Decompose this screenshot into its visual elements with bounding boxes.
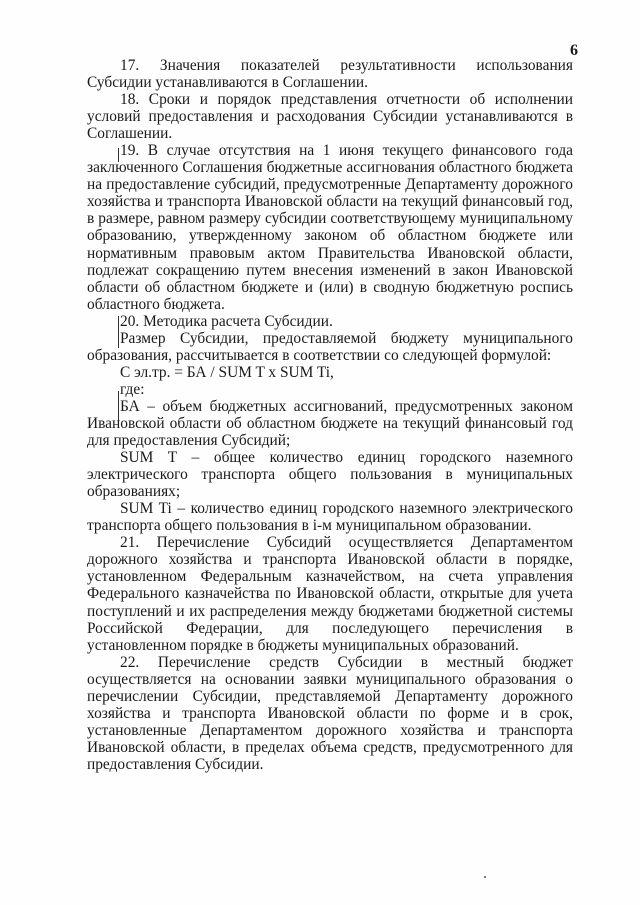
paragraph-19: 19. В случае отсутствия на 1 июня текущего финансового года заключенного Соглашения бюджетные ассигнования областного бюджета на предоставление субсидий, предусмотренные Департаменту дорожного хозяйства и транспорта Ивановской области на текущий финансовый год, в размере, равном размеру субсидии соответствующему муниципальному образованию, утвержденному законом об областном бюджете или нормативным правовым актом Правительства Ивановской области, подлежат сокращению путем внесения изменений в закон Ивановской области об областном бюджете и (или) в сводную бюджетную роспись областного бюджета. <box>87 142 573 313</box>
formula: С эл.тр. = БА / SUM T x SUM Ti, <box>120 363 334 381</box>
definition-sum-ti: SUM Ti – количество единиц городского наземного электрического транспорта общего пользования в i-м муниципальном образовании. <box>87 500 573 535</box>
formula-where: где: <box>120 380 145 398</box>
definition-ba: БА – объем бюджетных ассигнований, предусмотренных законом Ивановской области об областном бюджете на текущий финансовый год для предоставления Субсидий; <box>87 397 573 450</box>
paragraph-22: 22. Перечисление средств Субсидии в местный бюджет осуществляется на основании заявки муниципального образования о перечислении Субсидии, представляемой Департаменту дорожного хозяйства и транспорта Ивановской области по форме и в срок, установленные Департаментом дорожного хозяйства и транспорта Ивановской области, в пределах объема средств, предусмотренного для предоставления Субсидии. <box>87 653 573 773</box>
paragraph-20: 20. Методика расчета Субсидии. <box>120 312 333 330</box>
page-number: 6 <box>570 42 578 59</box>
definition-sum-t: SUM T – общее количество единиц городского наземного электрического транспорта общего пользования в муниципальных образованиях; <box>87 449 573 501</box>
paragraph-17: 17. Значения показателей результативности использования Субсидии устанавливаются в Соглашении. <box>87 57 573 92</box>
scan-speck <box>484 876 486 878</box>
paragraph-18: 18. Сроки и порядок представления отчетности об исполнении условий предоставления и расходования Субсидии устанавливаются в Соглашении. <box>87 91 573 143</box>
document-body <box>87 57 573 773</box>
paragraph-20-size: Размер Субсидии, предоставляемой бюджету муниципального образования, рассчитывается в соответствии со следующей формулой: <box>87 329 573 364</box>
paragraph-21: 21. Перечисление Субсидий осуществляется Департаментом дорожного хозяйства и транспорта Ивановской области в порядке, установленном Федеральным казначейством, на счета управления Федерального казначейства по Ивановской области, открытые для учета поступлений и их распределения между бюджетами бюджетной системы Российской Федерации, для последующего перечисления в установленном порядке в бюджеты муниципальных образований. <box>87 534 573 654</box>
